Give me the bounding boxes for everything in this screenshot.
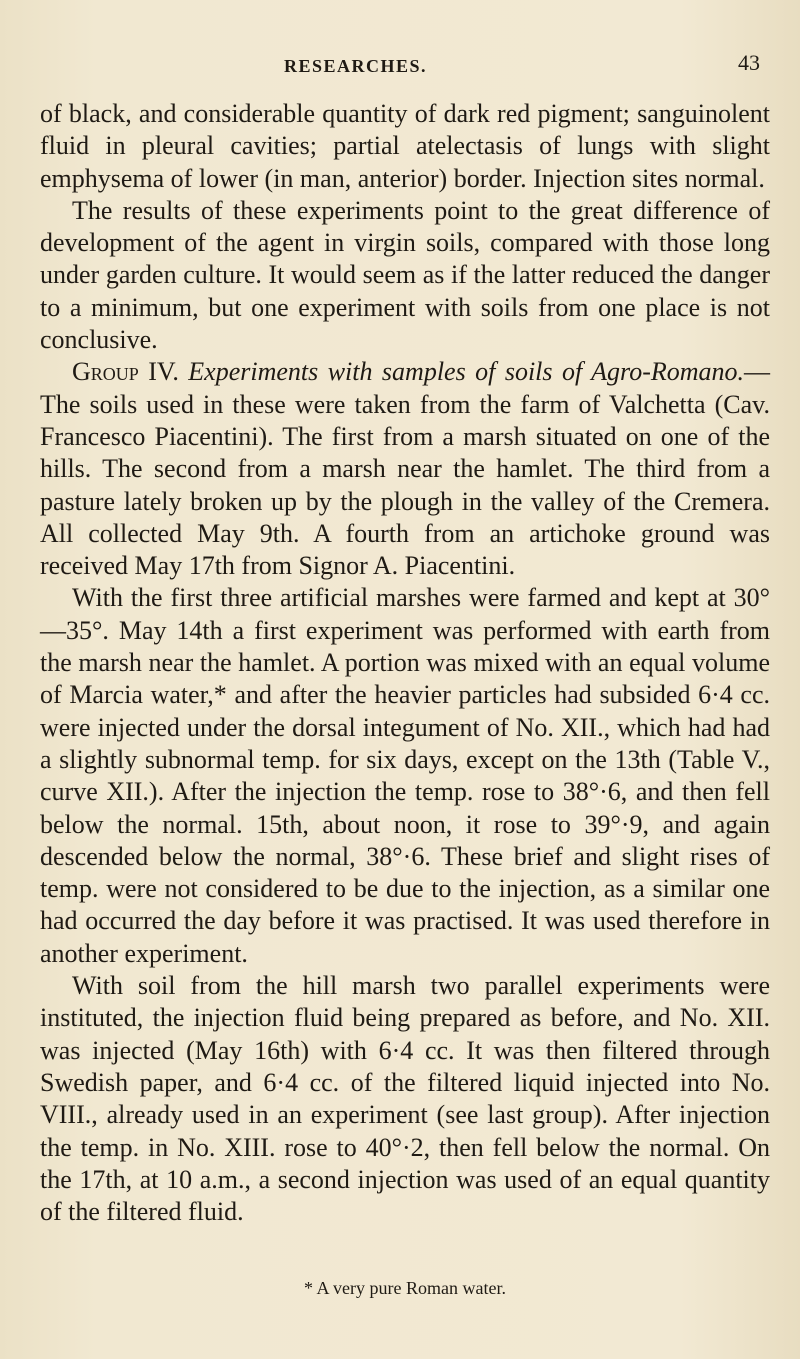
paragraph-1-text: of black, and considerable quantity of dark red pigment; sanguinolent fluid in pleural cavities; partial atelectasis of lungs with slight emphysema of lower (in man, anterior) border. Injection sites normal. — [40, 99, 770, 193]
paragraph-2-text: The results of these experiments point to the great difference of development of the agent in virgin soils, compared with those long under garden culture. It would seem as if the latter reduced the danger to a minimum, but one experiment with soils from one place is not conclusive. — [40, 195, 770, 355]
paragraph-1 — [40, 98, 770, 195]
paragraph-2 — [40, 195, 770, 356]
paragraph-5 — [40, 970, 770, 1228]
group-title: Experiments with samples of soils of Agro-Romano. — [188, 357, 745, 387]
footnote: * A very pure Roman water. — [304, 1278, 506, 1298]
paragraph-5-text: With soil from the hill marsh two parallel experiments were instituted, the injection fluid being prepared as before, and No. XII. was injected (May 16th) with 6·4 cc. It was then filtered through Swedish paper, and 6·4 cc. of the filtered liquid injected into No. VIII., already used in an experiment (see last group). After injection the temp. in No. XIII. rose to 40°·2, then fell below the normal. On the 17th, at 10 a.m., a second injection was used of an equal quantity of the filtered fluid. — [40, 971, 770, 1227]
body-text — [40, 98, 770, 1228]
paragraph-4 — [40, 582, 770, 970]
paragraph-3-text: —The soils used in these were taken from the farm of Valchetta (Cav. Francesco Piacentini). The first from a marsh situated on one of the hills. The second from a marsh near the hamlet. The third from a pasture lately broken up by the plough in the valley of the Cremera. All collected May 9th. A fourth from an artichoke ground was received May 17th from Signor A. Piacentini. — [40, 357, 771, 581]
paragraph-3 — [40, 356, 770, 582]
running-head: RESEARCHES. — [284, 56, 428, 76]
group-label: Group IV. — [72, 357, 179, 387]
paragraph-4-text: With the first three artificial marshes were farmed and kept at 30°—35°. May 14th a first experiment was performed with earth from the marsh near the hamlet. A portion was mixed with an equal volume of Marcia water,* and after the heavier particles had subsided 6·4 cc. were injected under the dorsal integument of No. XII., which had had a slightly subnormal temp. for six days, except on the 13th (Table V., curve XII.). After the injection the temp. rose to 38°·6, and then fell below the normal. 15th, about noon, it rose to 39°·9, and again descended below the normal, 38°·6. These brief and slight rises of temp. were not considered to be due to the injection, as a similar one had occurred the day before it was practised. It was used therefore in another experiment. — [40, 583, 770, 968]
page-number: 43 — [738, 50, 760, 75]
